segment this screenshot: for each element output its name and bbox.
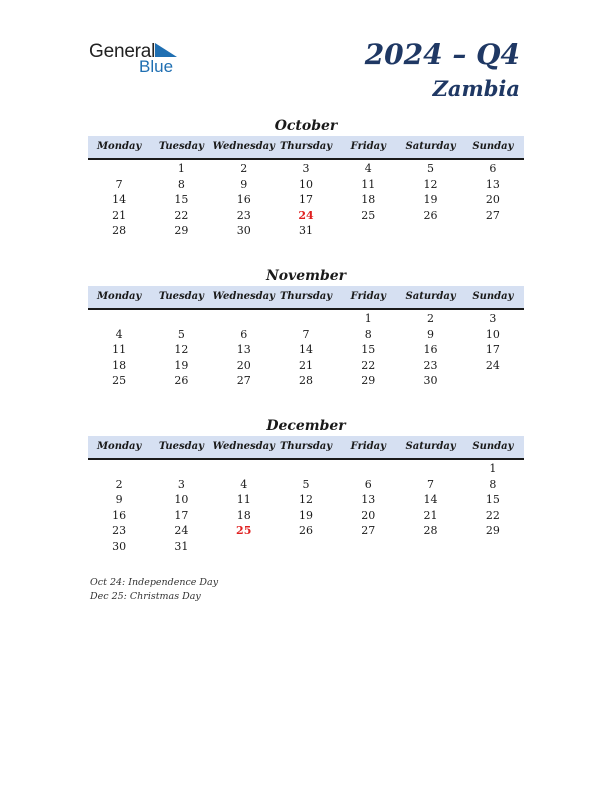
empty-day-cell (88, 461, 150, 477)
day-cell: 1 (489, 462, 497, 475)
day-cell: 18 (112, 358, 127, 372)
weekday-label: Friday (350, 141, 386, 152)
day-cell: 28 (423, 524, 438, 537)
day-cell: 3 (177, 477, 185, 491)
weekday-header (88, 286, 524, 310)
empty-day-cell (399, 223, 461, 239)
week-row (88, 373, 524, 389)
day-cell: 20 (236, 358, 251, 372)
day-cell: 12 (298, 493, 313, 506)
day-cell: 4 (240, 477, 248, 491)
weekday-label: Sunday (472, 291, 514, 302)
day-cell: 19 (423, 193, 438, 206)
month-november (88, 266, 524, 389)
day-cell: 12 (423, 177, 438, 191)
empty-day-cell (88, 161, 150, 177)
logo-triangle-icon (155, 43, 177, 57)
day-cell: 19 (298, 508, 313, 522)
weekday-label: Tuesday (158, 141, 204, 152)
empty-day-cell (399, 539, 461, 555)
week-row (88, 358, 524, 374)
weekday-label: Tuesday (158, 291, 204, 302)
day-cell: 4 (364, 162, 372, 175)
empty-day-cell (150, 311, 212, 327)
day-cell: 23 (423, 358, 438, 372)
generalblue-logo (89, 41, 189, 77)
weekday-label: Thursday (279, 441, 333, 452)
weekday-label: Monday (96, 141, 142, 152)
day-cell: 26 (298, 524, 313, 537)
day-cell: 24 (298, 208, 314, 222)
day-cell: 21 (298, 358, 313, 372)
weekday-label: Monday (96, 441, 142, 452)
day-cell: 10 (298, 177, 313, 191)
weekday-label: Saturday (405, 441, 456, 452)
day-cell: 5 (427, 162, 435, 175)
day-cell: 30 (112, 539, 127, 553)
day-cell: 9 (240, 177, 248, 191)
week-row (88, 223, 524, 239)
day-cell: 24 (174, 524, 189, 537)
day-cell: 11 (236, 493, 251, 506)
day-cell: 25 (236, 524, 252, 537)
day-cell: 8 (364, 327, 372, 341)
weekday-label: Saturday (405, 291, 456, 302)
empty-day-cell (213, 311, 275, 327)
day-cell: 6 (364, 477, 372, 491)
day-cell: 20 (361, 508, 376, 522)
empty-day-cell (462, 373, 524, 389)
week-row (88, 327, 524, 343)
day-cell: 29 (485, 524, 500, 537)
day-cell: 13 (361, 493, 376, 506)
day-cell: 31 (174, 539, 189, 553)
logo-general-text: General (89, 41, 156, 62)
day-cell: 15 (485, 493, 500, 506)
day-cell: 14 (423, 493, 438, 506)
day-cell: 26 (174, 374, 189, 387)
weekday-label: Sunday (472, 141, 514, 152)
empty-day-cell (399, 461, 461, 477)
month-december (88, 416, 524, 554)
empty-day-cell (150, 461, 212, 477)
empty-day-cell (213, 539, 275, 555)
weekday-label: Monday (96, 291, 142, 302)
holiday-note: Dec 25: Christmas Day (90, 591, 201, 602)
day-cell: 17 (298, 193, 313, 206)
day-cell: 11 (112, 343, 127, 356)
weekday-header (88, 136, 524, 160)
day-cell: 28 (298, 374, 313, 387)
day-cell: 1 (364, 312, 372, 325)
day-cell: 14 (298, 343, 313, 356)
day-cell: 24 (485, 358, 500, 372)
page-title: 2024 – Q4 (364, 38, 520, 71)
week-row (88, 192, 524, 208)
weekday-label: Wednesday (212, 141, 275, 152)
day-cell: 21 (112, 208, 127, 222)
day-cell: 18 (236, 508, 251, 522)
day-cell: 10 (485, 327, 500, 341)
empty-day-cell (337, 223, 399, 239)
day-cell: 6 (489, 162, 497, 175)
empty-day-cell (275, 461, 337, 477)
day-cell: 6 (240, 327, 248, 341)
day-cell: 22 (361, 358, 376, 372)
day-cell: 17 (174, 508, 189, 522)
week-row (88, 311, 524, 327)
day-cell: 23 (112, 524, 127, 537)
day-cell: 12 (174, 343, 189, 356)
day-cell: 16 (112, 508, 127, 522)
day-cell: 11 (361, 177, 376, 191)
day-cell: 18 (361, 193, 376, 206)
weekday-label: Friday (350, 291, 386, 302)
week-row (88, 539, 524, 555)
day-cell: 10 (174, 493, 189, 506)
weekday-label: Tuesday (158, 441, 204, 452)
day-cell: 30 (423, 374, 438, 387)
month-name: October (274, 118, 338, 134)
day-cell: 22 (485, 508, 500, 522)
month-grid (88, 310, 524, 389)
day-cell: 29 (174, 224, 189, 237)
day-cell: 30 (236, 224, 251, 237)
day-cell: 8 (177, 177, 185, 191)
day-cell: 9 (115, 493, 123, 506)
day-cell: 3 (489, 312, 497, 325)
country-subtitle: Zambia (432, 76, 520, 101)
weekday-header (88, 436, 524, 460)
weekday-label: Wednesday (212, 291, 275, 302)
month-october (88, 116, 524, 239)
day-cell: 3 (302, 162, 310, 175)
day-cell: 1 (177, 162, 185, 175)
empty-day-cell (462, 223, 524, 239)
day-cell: 16 (236, 193, 251, 206)
weekday-label: Sunday (472, 441, 514, 452)
day-cell: 14 (112, 193, 127, 206)
day-cell: 25 (361, 208, 376, 222)
empty-day-cell (462, 539, 524, 555)
day-cell: 22 (174, 208, 189, 222)
month-grid (88, 160, 524, 239)
day-cell: 5 (177, 327, 185, 341)
week-row (88, 508, 524, 524)
day-cell: 8 (489, 477, 497, 491)
month-name: December (266, 418, 346, 434)
day-cell: 31 (298, 224, 313, 237)
day-cell: 15 (361, 343, 376, 356)
day-cell: 26 (423, 208, 438, 222)
weekday-label: Wednesday (212, 441, 275, 452)
empty-day-cell (275, 539, 337, 555)
day-cell: 2 (427, 312, 435, 325)
day-cell: 7 (427, 477, 435, 491)
day-cell: 23 (236, 208, 251, 222)
empty-day-cell (337, 461, 399, 477)
day-cell: 13 (485, 177, 500, 191)
day-cell: 17 (485, 343, 500, 356)
day-cell: 15 (174, 193, 189, 206)
week-row (88, 523, 524, 539)
month-grid (88, 460, 524, 554)
week-row (88, 161, 524, 177)
day-cell: 21 (423, 508, 438, 522)
week-row (88, 492, 524, 508)
week-row (88, 477, 524, 493)
weekday-label: Saturday (405, 141, 456, 152)
weekday-label: Friday (350, 441, 386, 452)
day-cell: 29 (361, 374, 376, 387)
day-cell: 27 (236, 374, 251, 387)
day-cell: 9 (427, 327, 435, 341)
holiday-note: Oct 24: Independence Day (90, 577, 219, 588)
day-cell: 7 (115, 177, 123, 191)
day-cell: 25 (112, 374, 127, 387)
holiday-notes (90, 576, 218, 604)
weekday-label: Thursday (279, 141, 333, 152)
week-row (88, 208, 524, 224)
day-cell: 16 (423, 343, 438, 356)
day-cell: 2 (240, 162, 248, 175)
month-name: November (265, 268, 347, 284)
empty-day-cell (275, 311, 337, 327)
logo-blue-text: Blue (139, 57, 174, 76)
week-row (88, 342, 524, 358)
week-row (88, 177, 524, 193)
day-cell: 13 (236, 343, 251, 356)
empty-day-cell (88, 311, 150, 327)
week-row (88, 461, 524, 477)
empty-day-cell (213, 461, 275, 477)
empty-day-cell (337, 539, 399, 555)
day-cell: 19 (174, 358, 189, 372)
day-cell: 28 (112, 224, 127, 237)
day-cell: 27 (485, 208, 500, 222)
day-cell: 4 (115, 327, 123, 341)
day-cell: 20 (485, 193, 500, 206)
day-cell: 7 (302, 327, 310, 341)
day-cell: 5 (302, 477, 310, 491)
weekday-label: Thursday (279, 291, 333, 302)
day-cell: 27 (361, 524, 376, 537)
day-cell: 2 (115, 477, 123, 491)
